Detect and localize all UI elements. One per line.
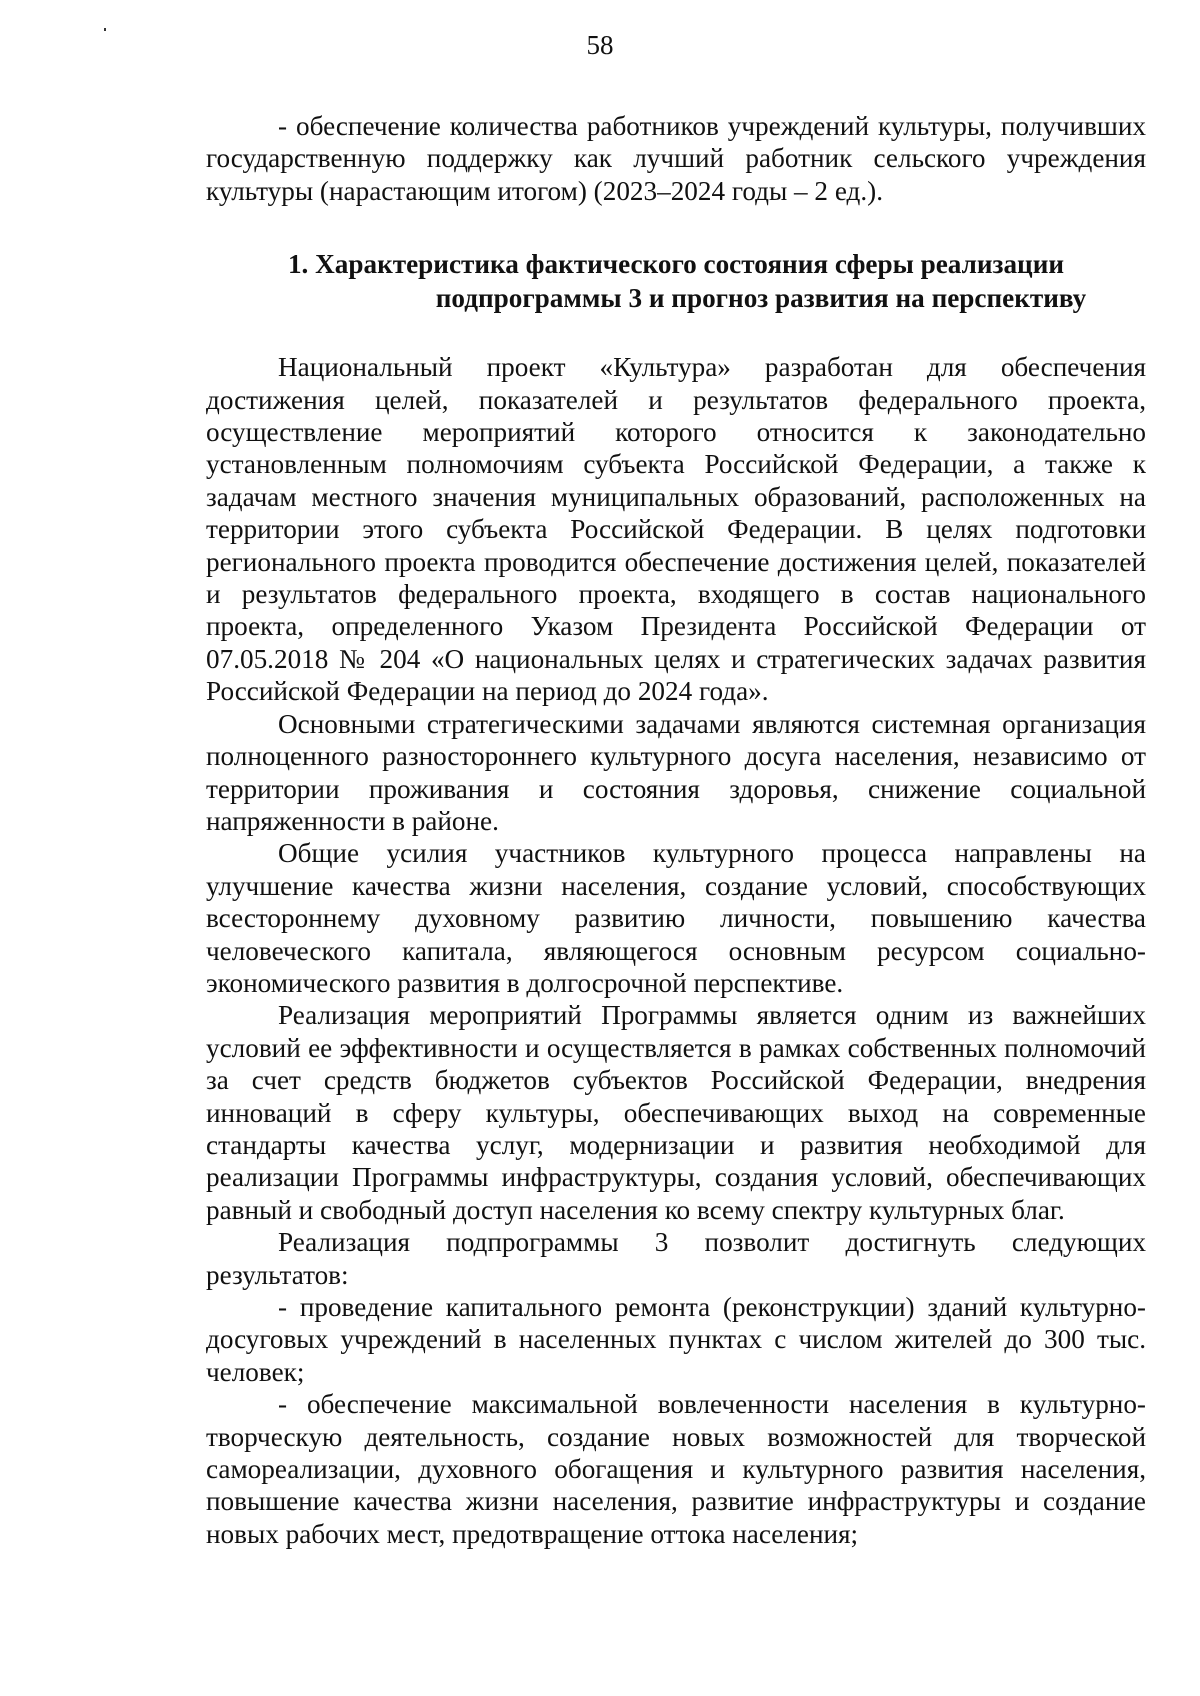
paragraph-strategic-tasks: Основными стратегическими задачами являются системная организация полноценного разностороннего культурного досуга населения, независимо от территории проживания и состояния здоровья, снижение социальной напряженности в районе. (206, 708, 1146, 836)
section-heading (206, 247, 1146, 315)
section-heading-line-2: подпрограммы 3 и прогноз развития на перспективу (435, 283, 1087, 314)
paragraph-common-efforts: Общие усилия участников культурного процесса направлены на улучшение качества жизни населения, создание условий, способствующих всестороннему духовному развитию личности, повышению качества человеческого капитала, являющегося основным ресурсом социально-экономического развития в долгосрочной перспективе. (206, 838, 1146, 998)
paragraph-results-intro: Реализация подпрограммы 3 позволит достигнуть следующих результатов: (206, 1227, 1146, 1290)
paragraph-result-engagement: - обеспечение максимальной вовлеченности населения в культурно-творческую деятельность, создание новых возможностей для творческой самореализации, духовного обогащения и культурного развития населения, повышение качества жизни населения, развитие инфраструктуры и создание новых рабочих мест, предотвращение оттока населения; (206, 1389, 1146, 1549)
intro-paragraph: - обеспечение количества работников учреждений культуры, получивших государственную поддержку как лучший работник сельского учреждения культуры (нарастающим итогом) (2023–2024 годы – 2 ед.). (206, 111, 1146, 206)
page-number: 58 (586, 30, 614, 60)
paragraph-national-project: Национальный проект «Культура» разработан для обеспечения достижения целей, показателей и результатов федерального проекта, осуществление мероприятий которого относится к законодательно установленным полномочиям субъекта Российской Федерации, а также к задачам местного значения муниципальных образований, расположенных на территории этого субъекта Российской Федерации. В целях подготовки регионального проекта проводится обеспечение достижения целей, показателей и результатов федерального проекта, входящего в состав национального проекта, определенного Указом Президента Российской Федерации от 07.05.2018 № 204 «О национальных целях и стратегических задачах развития Российской Федерации на период до 2024 года». (206, 352, 1146, 707)
section-heading-line-1: 1. Характеристика фактического состояния сферы реализации (287, 249, 1065, 280)
paragraph-result-repair: - проведение капитального ремонта (реконструкции) зданий культурно-досуговых учреждений в населенных пунктах с числом жителей до 300 тыс. человек; (206, 1292, 1146, 1387)
paragraph-program-implementation: Реализация мероприятий Программы является одним из важнейших условий ее эффективности и осуществляется в рамках собственных полномочий за счет средств бюджетов субъектов Российской Федерации, внедрения инноваций в сферу культуры, обеспечивающих выход на современные стандарты качества услуг, модернизации и развития необходимой для реализации Программы инфраструктуры, создания условий, обеспечивающих равный и свободный доступ населения ко всему спектру культурных благ. (206, 1000, 1146, 1225)
document-body (206, 110, 1146, 1550)
